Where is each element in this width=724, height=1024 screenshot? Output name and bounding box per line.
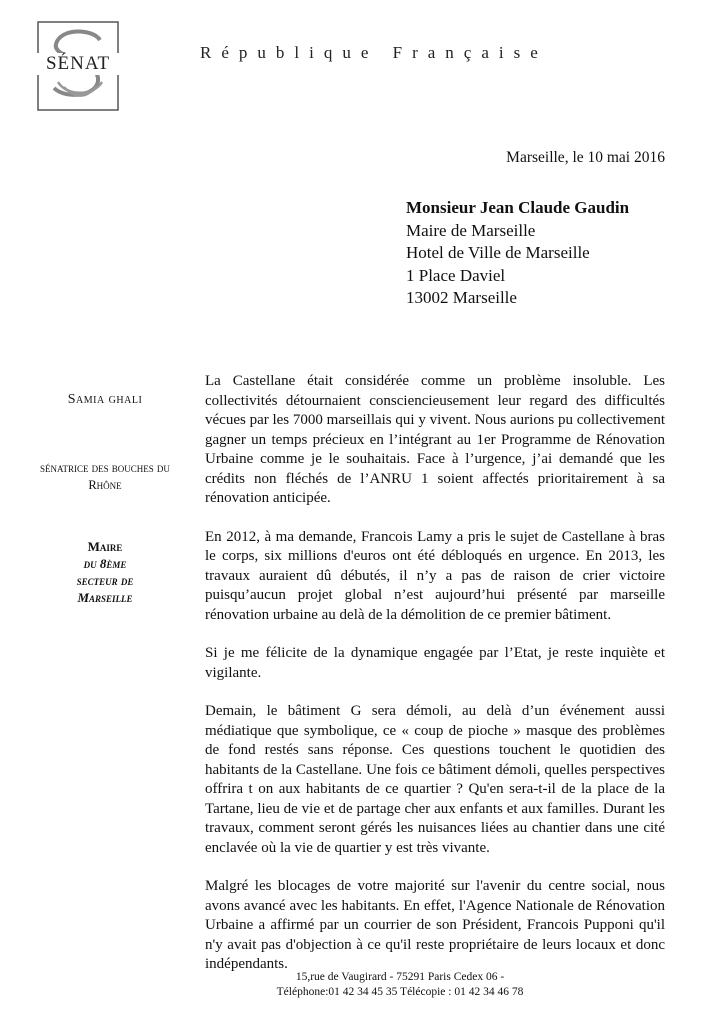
footer-phone: Téléphone:01 42 34 45 35 Télécopie : 01 42 34 46 78	[276, 986, 524, 998]
recipient-name: Monsieur Jean Claude Gaudin	[406, 198, 630, 217]
logo-text: SÉNAT	[36, 53, 120, 75]
maire-line: Marseille	[77, 590, 133, 605]
letter-date: Marseille, le 10 mai 2016	[506, 149, 665, 166]
footer-address: 15,rue de Vaugirard - 75291 Paris Cedex 06 -	[295, 971, 505, 983]
recipient-line: Maire de Marseille	[406, 220, 536, 240]
sender-title: sénatrice des bouches du Rhône	[40, 461, 170, 492]
sender-name: Samia ghali	[67, 392, 143, 407]
body-paragraph: Demain, le bâtiment G sera démoli, au delà d’un événement aussi médiatique que symbolique, ce « coup de pioche » masque des problèmes de fond restés sans réponse. Ces questions touchent le quotidien des habitants de la Castellane. Une fois ce bâtiment démoli, quelles perspectives offrira t on aux habitants de ce quartier ? Qu'en sera-t-il de la place de la Tartane, lieu de vie et de partage cher aux enfants et aux familles. Durant les travaux, comment seront gérés les nuisances liées au chantier dans une cité enclavée où la vie de quartier y est très vivante.	[205, 703, 665, 856]
recipient-line: 1 Place Daviel	[406, 265, 506, 285]
recipient-address	[406, 197, 629, 310]
body-paragraph: Malgré les blocages de votre majorité sur l'avenir du centre social, nous avons avancé avec les habitants. En effet, l'Agence Nationale de Rénovation Urbaine a affirmé par un courrier de son Président, Francois Pupponi qu'il n'y avait pas d'objection à ce qu'il reste propriétaire de leurs locaux et donc indépendants.	[205, 878, 665, 972]
maire-line: secteur de	[76, 573, 134, 588]
sender-maire-block	[36, 538, 174, 606]
maire-line: Maire	[87, 539, 123, 554]
senat-logo	[36, 20, 120, 112]
recipient-line: Hotel de Ville de Marseille	[406, 243, 590, 262]
recipient-line: 13002 Marseille	[406, 288, 517, 307]
body-paragraph: Si je me félicite de la dynamique engagée par l’Etat, je reste inquiète et vigilante.	[205, 645, 665, 681]
body-paragraph: En 2012, à ma demande, Francois Lamy a pris le sujet de Castellane à bras le corps, six millions d'euros ont été débloqués en urgence. En 2013, les travaux auraient dû débutés, il n’y a pas de raison de crier victoire puisqu’aucun projet global n’est aujourd’hui présenté par marseille rénovation urbaine au delà de la démolition de ce premier bâtiment.	[205, 528, 665, 623]
body-paragraph: La Castellane était considérée comme un problème insoluble. Les collectivités détournaient consciencieusement leur regard des difficultés vécues par les 7000 marseillais qui y vivent. Nous aurions pu collectivement gagner un temps précieux en l’intégrant au 1er Programme de Rénovation Urbaine comme je le souhaitais. Face à l’urgence, j’ai demandé que les crédits non fléchés de l’ANRU 1 soient affectés prioritairement à sa rénovation anticipée.	[205, 373, 665, 506]
letter-body	[205, 372, 665, 994]
maire-line: du 8ème	[83, 556, 127, 571]
footer	[200, 970, 600, 1000]
republique-header: République Française	[200, 43, 548, 62]
